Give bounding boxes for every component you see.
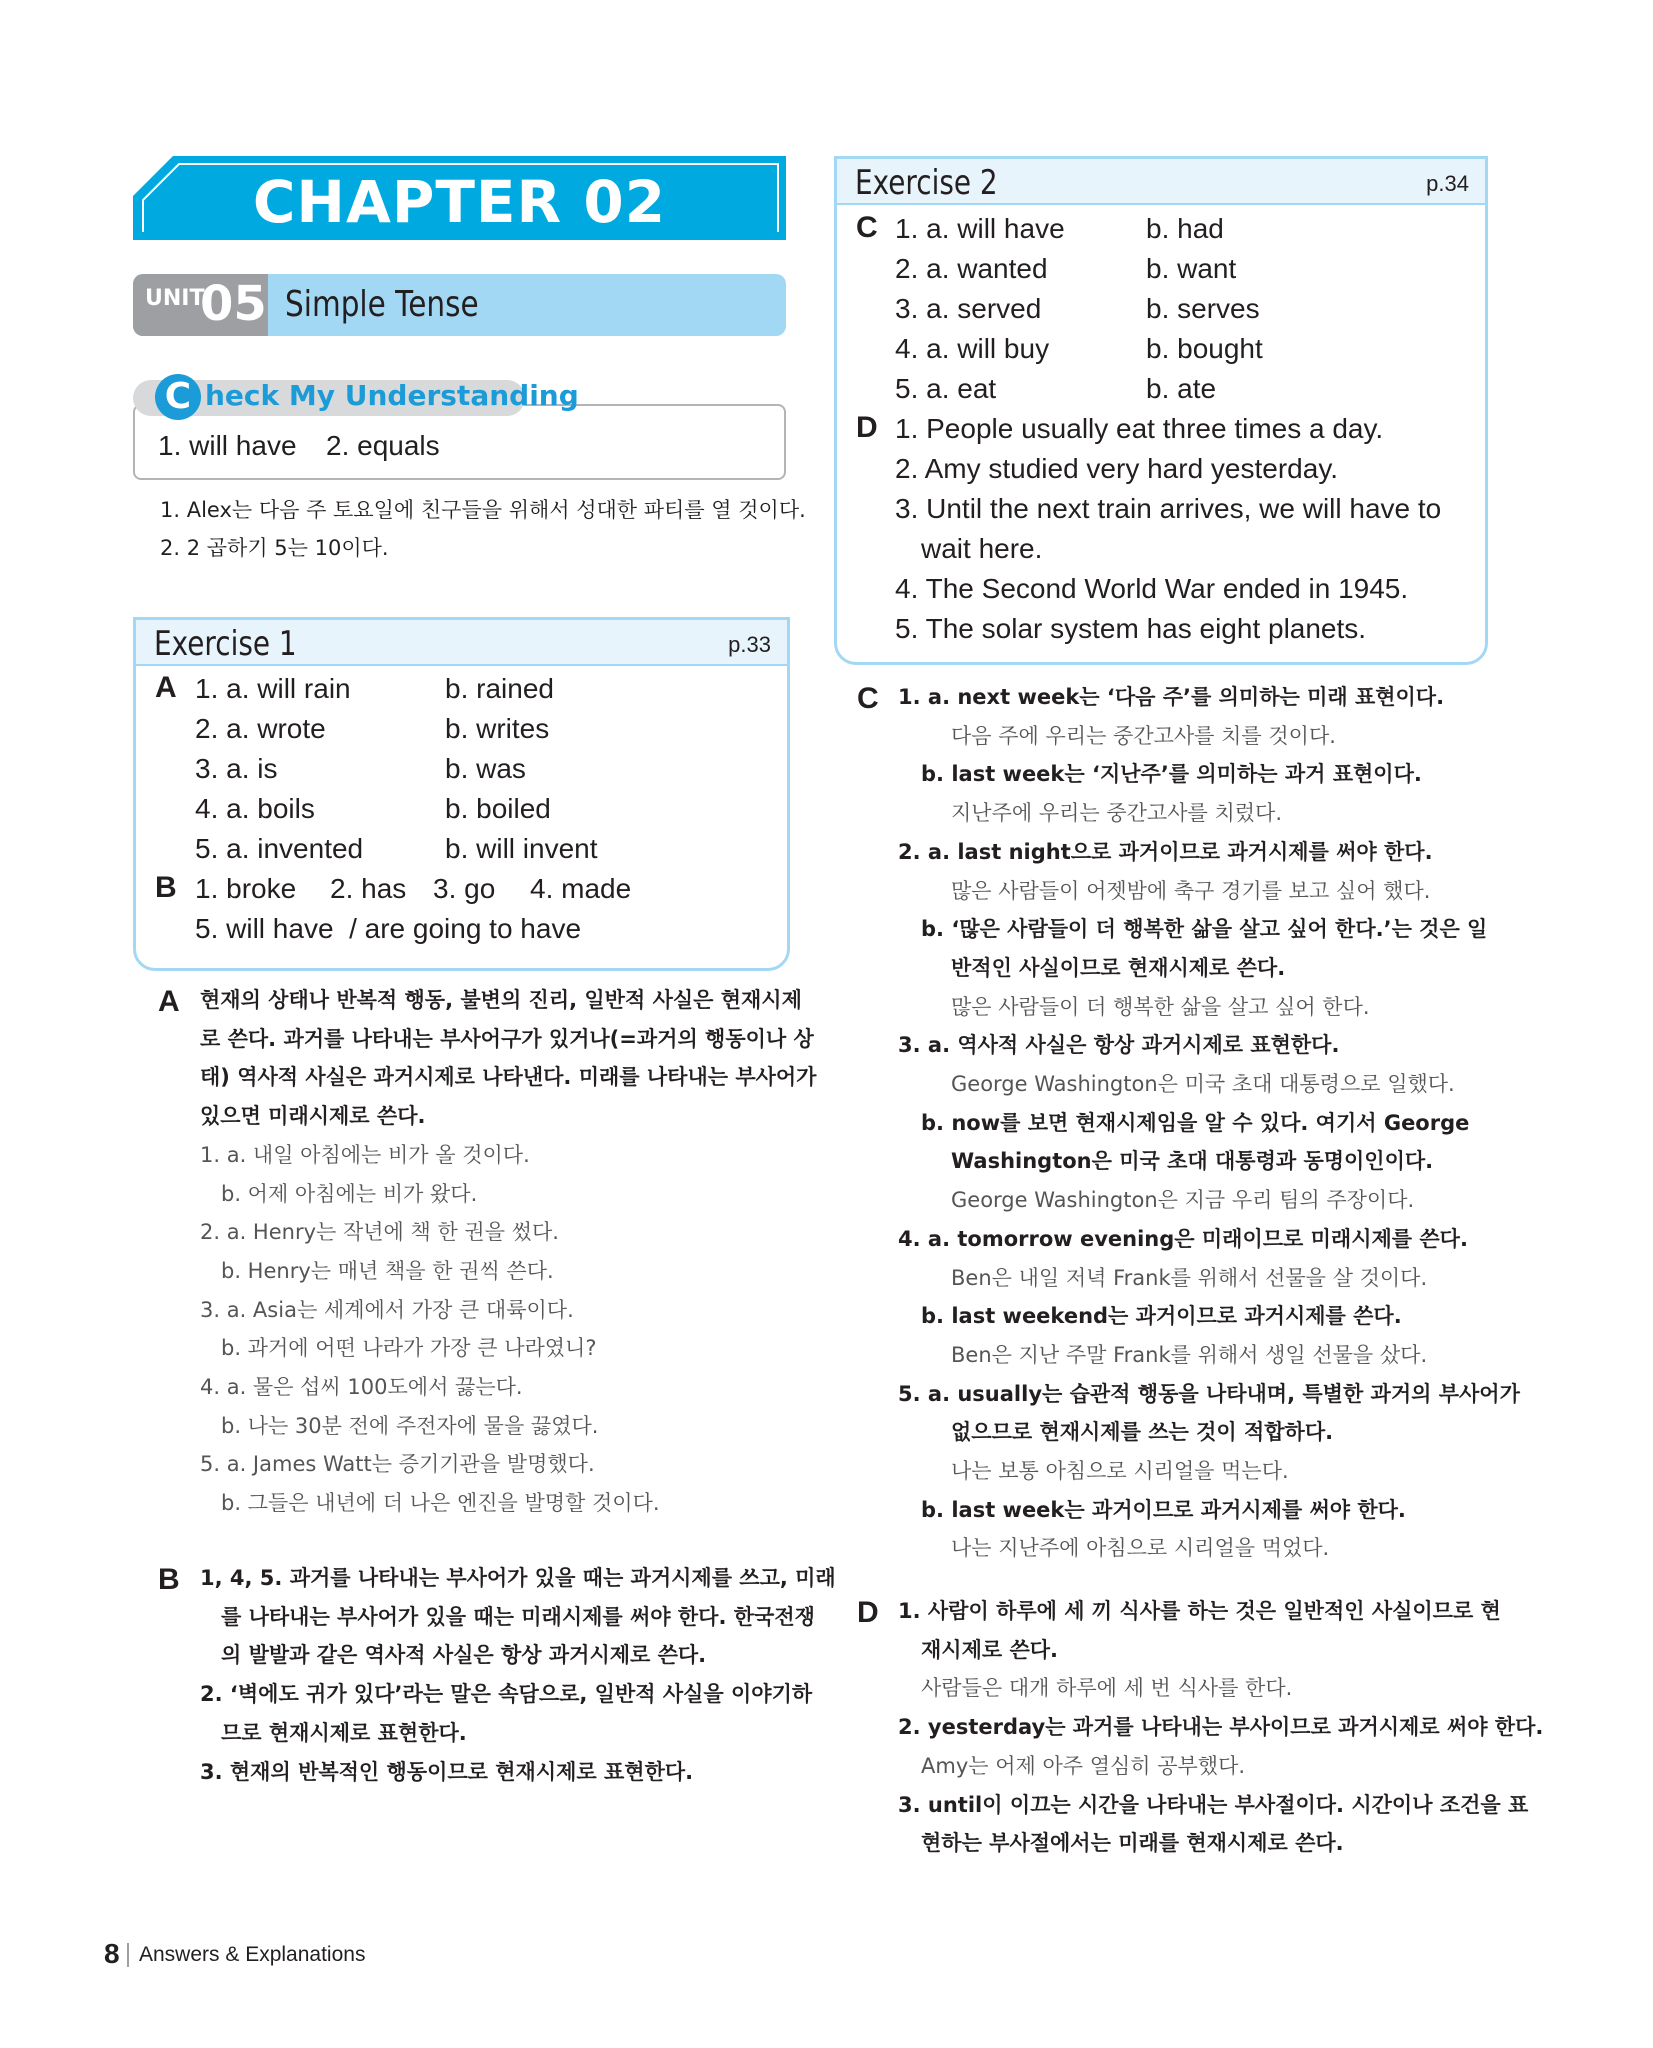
ex1-b-item4: 4. made xyxy=(530,873,632,904)
unit-word: UNIT xyxy=(145,286,205,311)
ex2-c-row2-a: 2. a. wanted xyxy=(895,253,1048,284)
check-note-2: 2. 2 곱하기 5는 10이다. xyxy=(160,536,389,560)
unit-bar xyxy=(133,274,786,336)
text-line: 5. a. James Watt는 증기기관을 발명했다. xyxy=(200,1452,595,1477)
ex1-b-item1: 1. broke xyxy=(195,873,297,904)
text-line: b. ‘많은 사람들이 더 행복한 삶을 살고 싶어 한다.’는 것은 일 xyxy=(921,917,1488,942)
text-line: 없으므로 현재시제를 쓰는 것이 적합하다. xyxy=(951,1420,1334,1445)
unit-title: Simple Tense xyxy=(285,284,479,325)
text-line: 많은 사람들이 더 행복한 삶을 살고 싶어 한다. xyxy=(951,994,1370,1019)
text-line: 를 나타내는 부사어가 있을 때는 미래시제를 써야 한다. 한국전쟁 xyxy=(221,1604,815,1629)
text-line: 나는 보통 아침으로 시리얼을 먹는다. xyxy=(951,1459,1289,1483)
exercise-2-page: p.34 xyxy=(1426,171,1469,196)
text-line: b. last weekend는 과거이므로 과거시제를 쓴다. xyxy=(921,1304,1402,1329)
ex1-a-row4-b: b. boiled xyxy=(445,793,551,824)
text-line: 4. The Second World War ended in 1945. xyxy=(895,573,1409,604)
text-line: 3. a. Asia는 세계에서 가장 큰 대륙이다. xyxy=(200,1297,574,1322)
text-line: b. 과거에 어떤 나라가 가장 큰 나라였니? xyxy=(221,1336,597,1361)
text-line: 태) 역사적 사실은 과거시제로 나타낸다. 미래를 나타내는 부사어가 xyxy=(200,1065,817,1090)
exercise-2-title: Exercise 2 xyxy=(855,163,998,203)
text-line: b. Henry는 매년 책을 한 권씩 쓴다. xyxy=(221,1258,554,1283)
chapter-title: CHAPTER 02 xyxy=(252,168,667,236)
ex1-a-row3-a: 3. a. is xyxy=(195,753,278,784)
chapter-banner xyxy=(133,156,786,240)
text-line: 의 발발과 같은 역사적 사실은 항상 과거시제로 쓴다. xyxy=(221,1643,707,1668)
exercise-1-header xyxy=(136,620,787,666)
text-line: 많은 사람들이 어젯밤에 축구 경기를 보고 싶어 했다. xyxy=(951,878,1431,903)
text-line: 반적인 사실이므로 현재시제로 쓴다. xyxy=(951,955,1286,980)
text-line: Washington은 미국 초대 대통령과 동명이인이다. xyxy=(951,1149,1434,1174)
text-line: b. 어제 아침에는 비가 왔다. xyxy=(221,1181,478,1206)
ex2-c-row1-b: b. had xyxy=(1146,213,1224,244)
text-line: b. last week는 과거이므로 과거시제를 써야 한다. xyxy=(921,1497,1406,1522)
check-answer-1: 1. will have xyxy=(158,430,297,461)
text-line: 4. a. 물은 섭씨 100도에서 끓는다. xyxy=(200,1375,523,1399)
exercise-2-header xyxy=(837,159,1485,205)
page-number: 8 xyxy=(104,1938,120,1969)
ex1-b-item3: 3. go xyxy=(433,873,496,904)
text-line: 2. Amy studied very hard yesterday. xyxy=(895,453,1339,484)
check-heading: heck My Understanding xyxy=(205,379,579,412)
text-line: 2. a. Henry는 작년에 책 한 권을 썼다. xyxy=(200,1220,559,1245)
text-line: Ben은 지난 주말 Frank를 위해서 생일 선물을 샀다. xyxy=(951,1342,1428,1367)
footer-text: Answers & Explanations xyxy=(139,1943,366,1966)
exercise-2-section-d-label: D xyxy=(856,411,878,444)
ex2-c-row5-a: 5. a. eat xyxy=(895,373,997,404)
text-line: George Washington은 지금 우리 팀의 주장이다. xyxy=(951,1188,1415,1213)
text-line: Ben은 내일 저녁 Frank를 위해서 선물을 살 것이다. xyxy=(951,1265,1428,1290)
text-line: 현하는 부사절에서는 미래를 현재시제로 쓴다. xyxy=(921,1831,1344,1856)
explain-b-label: B xyxy=(158,1563,180,1596)
check-c-badge: C xyxy=(155,374,201,420)
ex2-c-row5-b: b. ate xyxy=(1146,373,1217,404)
text-line: 1. People usually eat three times a day. xyxy=(895,413,1384,444)
text-line: wait here. xyxy=(921,533,1043,564)
ex2-c-row4-b: b. bought xyxy=(1146,333,1263,364)
ex1-a-row2-b: b. writes xyxy=(445,713,550,744)
text-line: 1, 4, 5. 과거를 나타내는 부사어가 있을 때는 과거시제를 쓰고, 미래 xyxy=(200,1566,836,1590)
text-line: 1. 사람이 하루에 세 끼 식사를 하는 것은 일반적인 사실이므로 현 xyxy=(898,1599,1501,1623)
check-answer-2: 2. equals xyxy=(326,430,440,461)
text-line: 3. a. 역사적 사실은 항상 과거시제로 표현한다. xyxy=(898,1033,1340,1058)
text-line: b. now를 보면 현재시제임을 알 수 있다. 여기서 George xyxy=(921,1110,1470,1135)
text-line: 3. Until the next train arrives, we will have to xyxy=(895,493,1442,524)
exercise-2-section-c-label: C xyxy=(856,211,878,244)
check-note-1: 1. Alex는 다음 주 토요일에 친구들을 위해서 성대한 파티를 열 것이다. xyxy=(160,498,806,522)
exercise-1-page: p.33 xyxy=(728,632,771,657)
text-line: 지난주에 우리는 중간고사를 치렀다. xyxy=(951,801,1282,826)
text-line: 므로 현재시제로 표현한다. xyxy=(221,1720,467,1745)
ex1-a-row2-a: 2. a. wrote xyxy=(195,713,326,744)
text-line: 3. until이 이끄는 시간을 나타내는 부사절이다. 시간이나 조건을 표 xyxy=(898,1792,1529,1817)
ex1-a-row1-b: b. rained xyxy=(445,673,554,704)
text-line: 다음 주에 우리는 중간고사를 치를 것이다. xyxy=(951,723,1336,748)
text-line: b. 나는 30분 전에 주전자에 물을 끓였다. xyxy=(221,1413,599,1438)
text-line: George Washington은 미국 초대 대통령으로 일했다. xyxy=(951,1072,1455,1096)
text-line: 로 쓴다. 과거를 나타내는 부사어구가 있거나(=과거의 행동이나 상 xyxy=(200,1026,814,1051)
explain-c-label: C xyxy=(857,682,879,715)
text-line: 5. a. usually는 습관적 행동을 나타내며, 특별한 과거의 부사어가 xyxy=(898,1381,1520,1406)
ex1-b-item2: 2. has xyxy=(330,873,407,904)
ex2-c-row3-b: b. serves xyxy=(1146,293,1260,324)
text-line: 사람들은 대개 하루에 세 번 식사를 한다. xyxy=(921,1676,1293,1701)
text-line: 5. The solar system has eight planets. xyxy=(895,613,1367,644)
ex1-a-row4-a: 4. a. boils xyxy=(195,793,315,824)
text-line: 있으면 미래시제로 쓴다. xyxy=(200,1104,426,1129)
ex1-a-row5-b: b. will invent xyxy=(445,833,598,864)
ex2-c-row2-b: b. want xyxy=(1146,253,1237,284)
exercise-1-section-a-label: A xyxy=(155,671,177,704)
text-line: 나는 지난주에 아침으로 시리얼을 먹었다. xyxy=(951,1536,1330,1561)
ex1-a-row1-a: 1. a. will rain xyxy=(195,673,351,704)
text-line: 재시제로 쓴다. xyxy=(921,1637,1059,1662)
explain-a-label: A xyxy=(158,985,180,1018)
text-line: b. 그들은 내년에 더 나은 엔진을 발명할 것이다. xyxy=(221,1491,660,1516)
exercise-1-title: Exercise 1 xyxy=(154,624,297,664)
text-line: b. last week는 ‘지난주’를 의미하는 과거 표현이다. xyxy=(921,762,1422,787)
text-line: 현재의 상태나 반복적 행동, 불변의 진리, 일반적 사실은 현재시제 xyxy=(200,988,802,1012)
ex2-c-row4-a: 4. a. will buy xyxy=(895,333,1050,364)
exercise-1-section-b-label: B xyxy=(155,871,177,904)
explain-d-label: D xyxy=(857,1596,879,1629)
unit-number: 05 xyxy=(200,276,267,332)
text-line: 2. yesterday는 과거를 나타내는 부사이므로 과거시제로 써야 한다. xyxy=(898,1715,1544,1740)
ex2-c-row1-a: 1. a. will have xyxy=(895,213,1065,244)
ex1-a-row5-a: 5. a. invented xyxy=(195,833,364,864)
footer-divider xyxy=(127,1943,129,1967)
ex1-a-row3-b: b. was xyxy=(445,753,526,784)
ex2-c-row3-a: 3. a. served xyxy=(895,293,1042,324)
text-line: 2. ‘벽에도 귀가 있다’라는 말은 속담으로, 일반적 사실을 이야기하 xyxy=(200,1682,813,1707)
text-line: Amy는 어제 아주 열심히 공부했다. xyxy=(921,1753,1246,1778)
text-line: 3. 현재의 반복적인 행동이므로 현재시제로 표현한다. xyxy=(200,1759,694,1784)
text-line: 4. a. tomorrow evening은 미래이므로 미래시제를 쓴다. xyxy=(898,1226,1468,1251)
text-line: 1. a. next week는 ‘다음 주’를 의미하는 미래 표현이다. xyxy=(898,685,1445,709)
text-line: 2. a. last night으로 과거이므로 과거시제를 써야 한다. xyxy=(898,839,1433,864)
ex1-b-line2: 5. will have / are going to have xyxy=(195,913,582,944)
text-line: 1. a. 내일 아침에는 비가 올 것이다. xyxy=(200,1142,530,1167)
